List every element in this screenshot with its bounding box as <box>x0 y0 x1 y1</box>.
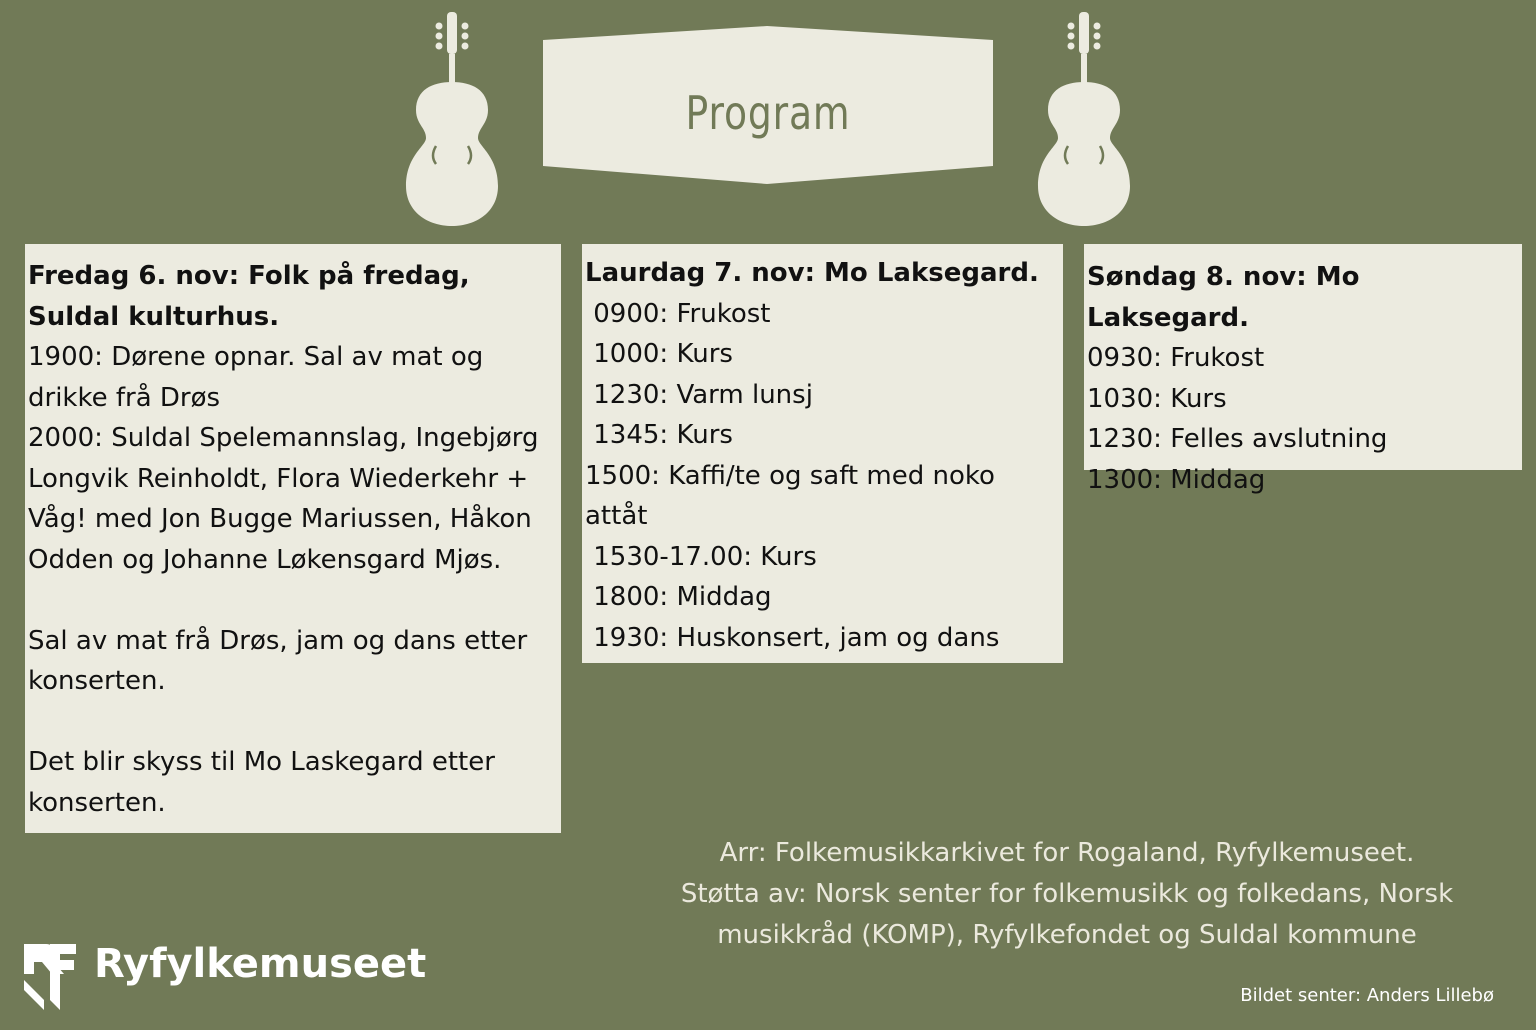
friday-item: 2000: Suldal Spelemannslag, Ingebjørg Longvik Reinholdt, Flora Wiederkehr + Våg! med Jon Bugge Mariussen, Håkon Odden og Johanne Løkensgard Mjøs. <box>28 423 539 575</box>
arr-credit: Arr: Folkemusikkarkivet for Rogaland, Ryfylkemuseet. <box>719 838 1415 868</box>
friday-note: Det blir skyss til Mo Laskegard etter konserten. <box>28 747 495 818</box>
sunday-item: 1230: Felles avslutning <box>1087 424 1388 454</box>
sunday-item: 1030: Kurs <box>1087 383 1227 414</box>
saturday-item: 1800: Middag <box>585 582 772 612</box>
sunday-item: 1300: Middag <box>1087 464 1266 495</box>
saturday-item: 1345: Kurs <box>585 420 733 450</box>
saturday-item: 0900: Frukost <box>585 298 771 329</box>
logo-wordmark: Ryfylkemuseet <box>94 941 427 987</box>
saturday-item: 1930: Huskonsert, jam og dans <box>585 622 1000 653</box>
sunday-item: 0930: Frukost <box>1087 343 1265 373</box>
friday-note: Sal av mat frå Drøs, jam og dans etter konserten. <box>28 625 528 696</box>
organizer-credits <box>640 833 1494 956</box>
sunday-card <box>1084 244 1522 495</box>
friday-card <box>25 244 561 833</box>
saturday-item: 1230: Varm lunsj <box>585 379 813 410</box>
saturday-item: 1500: Kaffi/te og saft med noko attåt <box>585 460 995 531</box>
violin-icon-right <box>1034 6 1134 228</box>
page-title: Program <box>685 86 851 140</box>
photo-credit: Bildet senter: Anders Lillebø <box>1240 985 1494 1006</box>
saturday-heading: Laurdag 7. nov: Mo Laksegard. <box>585 258 1039 288</box>
violin-icon-left <box>402 6 502 228</box>
ryfylkemuseet-logo-icon <box>24 940 76 1010</box>
saturday-item: 1530-17.00: Kurs <box>585 541 817 572</box>
saturday-item: 1000: Kurs <box>585 339 733 369</box>
sunday-heading: Søndag 8. nov: Mo Laksegard. <box>1087 262 1360 333</box>
program-banner <box>541 26 995 184</box>
friday-heading: Fredag 6. nov: Folk på fredag, Suldal kulturhus. <box>28 261 470 332</box>
support-credit: Støtta av: Norsk senter for folkemusikk og folkedans, Norsk musikkråd (KOMP), Ryfylkefondet og Suldal kommune <box>680 879 1454 950</box>
saturday-card <box>582 244 1063 663</box>
friday-item: 1900: Dørene opnar. Sal av mat og drikke frå Drøs <box>28 342 484 413</box>
